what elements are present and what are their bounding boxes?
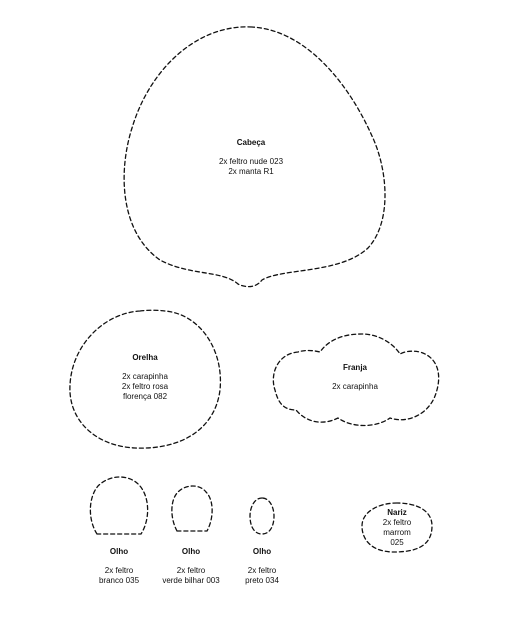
eye-green-material-1: 2x feltro — [176, 566, 206, 575]
ear-material-3: florença 082 — [122, 392, 168, 401]
nose-title: Nariz — [387, 508, 407, 517]
head-title: Cabeça — [236, 138, 266, 147]
nose-material-1: 2x feltro — [382, 518, 412, 527]
nose-material-3: 025 — [390, 538, 404, 547]
fringe-label — [305, 363, 405, 392]
eye-black-title: Olho — [252, 547, 272, 556]
eye-white-material-1: 2x feltro — [104, 566, 134, 575]
eye-black-outline — [250, 498, 274, 534]
ear-material-2: 2x feltro rosa — [121, 382, 169, 391]
nose-material-2: marrom — [383, 528, 411, 537]
ear-material-1: 2x carapinha — [122, 372, 168, 381]
eye-green-material-2: verde bilhar 003 — [162, 576, 220, 585]
ear-label — [95, 353, 195, 402]
nose-label — [357, 508, 437, 548]
eye-green-title: Olho — [181, 547, 201, 556]
eye-black-material-1: 2x feltro — [247, 566, 277, 575]
head-material-1: 2x feltro nude 023 — [218, 157, 284, 166]
eye-black-label — [212, 547, 312, 586]
ear-title: Orelha — [132, 353, 158, 362]
fringe-title: Franja — [342, 363, 367, 372]
eye-white-material-2: branco 035 — [98, 576, 140, 585]
head-label — [196, 138, 306, 177]
eye-white-title: Olho — [109, 547, 129, 556]
fringe-material-1: 2x carapinha — [332, 382, 378, 391]
head-material-2: 2x manta R1 — [228, 167, 274, 176]
eye-green-outline — [172, 486, 212, 531]
eye-black-material-2: preto 034 — [245, 576, 279, 585]
eye-white-outline — [90, 477, 147, 534]
